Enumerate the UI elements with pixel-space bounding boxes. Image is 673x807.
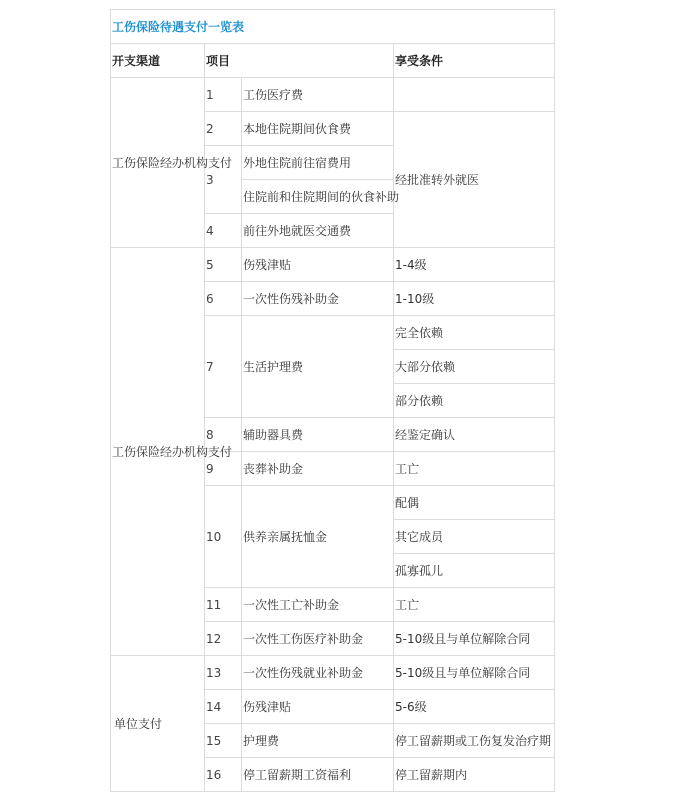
row-number: 8 (205, 418, 242, 452)
condition: 孤寡孤儿 (394, 554, 555, 588)
condition: 5-10级且与单位解除合同 (394, 656, 555, 690)
header-channel: 开支渠道 (111, 44, 205, 78)
channel-fund-b: 工伤保险经办机构支付 (111, 248, 205, 656)
condition: 1-4级 (394, 248, 555, 282)
condition: 1-10级 (394, 282, 555, 316)
item-name: 一次性工亡补助金 (242, 588, 394, 622)
item-name: 停工留薪期工资福利 (242, 758, 394, 792)
item-name: 供养亲属抚恤金 (242, 486, 394, 588)
item-name: 辅助器具费 (242, 418, 394, 452)
condition: 工亡 (394, 452, 555, 486)
item-name: 一次性伤残补助金 (242, 282, 394, 316)
item-name: 一次性伤残就业补助金 (242, 656, 394, 690)
table-row (111, 656, 555, 690)
condition: 配偶 (394, 486, 555, 520)
condition-empty (394, 78, 555, 112)
row-number: 12 (205, 622, 242, 656)
row-number: 10 (205, 486, 242, 588)
row-number: 14 (205, 690, 242, 724)
row-number: 9 (205, 452, 242, 486)
condition: 5-10级且与单位解除合同 (394, 622, 555, 656)
item-name: 本地住院期间伙食费 (242, 112, 394, 146)
item-name: 外地住院前往宿费用 (242, 146, 394, 180)
row-number: 16 (205, 758, 242, 792)
channel-fund-a: 工伤保险经办机构支付 (111, 78, 205, 248)
item-name: 护理费 (242, 724, 394, 758)
condition: 停工留薪期内 (394, 758, 555, 792)
header-condition: 享受条件 (394, 44, 555, 78)
table-row (111, 78, 555, 112)
item-name: 丧葬补助金 (242, 452, 394, 486)
table-row (111, 248, 555, 282)
condition-transfer: 经批准转外就医 (394, 112, 555, 248)
condition: 经鉴定确认 (394, 418, 555, 452)
item-name: 伤残津贴 (242, 690, 394, 724)
row-number: 11 (205, 588, 242, 622)
condition: 工亡 (394, 588, 555, 622)
condition: 停工留薪期或工伤复发治疗期 (394, 724, 555, 758)
row-number: 6 (205, 282, 242, 316)
header-item: 项目 (205, 44, 394, 78)
item-name: 工伤医疗费 (242, 78, 394, 112)
condition: 5-6级 (394, 690, 555, 724)
condition: 大部分依赖 (394, 350, 555, 384)
item-name: 一次性工伤医疗补助金 (242, 622, 394, 656)
row-number: 3 (205, 146, 242, 214)
item-name: 生活护理费 (242, 316, 394, 418)
row-number: 4 (205, 214, 242, 248)
condition: 完全依赖 (394, 316, 555, 350)
row-number: 7 (205, 316, 242, 418)
condition: 其它成员 (394, 520, 555, 554)
row-number: 1 (205, 78, 242, 112)
item-name: 伤残津贴 (242, 248, 394, 282)
condition: 部分依赖 (394, 384, 555, 418)
item-name: 前往外地就医交通费 (242, 214, 394, 248)
row-number: 15 (205, 724, 242, 758)
table-title: 工伤保险待遇支付一览表 (111, 10, 555, 44)
row-number: 13 (205, 656, 242, 690)
row-number: 5 (205, 248, 242, 282)
benefits-table (110, 9, 555, 792)
item-name: 住院前和住院期间的伙食补助 (242, 180, 394, 214)
row-number: 2 (205, 112, 242, 146)
channel-employer: 单位支付 (111, 656, 205, 792)
